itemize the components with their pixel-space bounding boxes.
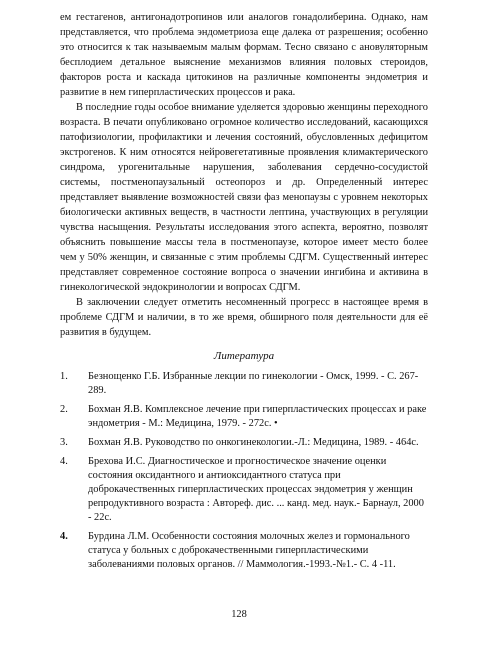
reference-item bbox=[60, 403, 428, 431]
reference-text: Брехова И.С. Диагностическое и прогностическое значение оценки состояния оксидантного и антиоксидантного статуса при доброкачественных гиперпластических процессах эндометрия у женщин репродуктивного возраста : Автореф. дис. ... канд. мед. наук.- Барнаул, 2000 - 22с. bbox=[88, 456, 424, 523]
reference-text: Бохман Я.В. Комплексное лечение при гиперпластических процессах и раке эндометрия - М.: Медицина, 1979. - 272с. • bbox=[88, 404, 427, 429]
reference-text: Бурдина Л.М. Особенности состояния молочных желез и гормонального статуса у больных с доброкачественными гиперпластическими заболеваниями половых органов. // Маммология.-1993.-№1.- С. 4 -11. bbox=[88, 531, 410, 570]
page-content bbox=[60, 10, 428, 577]
body-paragraph-1: ем гестагенов, антигонадотропинов или аналогов гонадолиберина. Однако, нам представляется, что проблема эндометриоза еще далека от разрешения; особенно это относится к так называемым малым формам. Тесно связано с ановуляторным бесплодием детальное выяснение механизмов влияния половых стероидов, факторов роста и каскада цитокинов на различные компоненты эндометрия и развитие в нем гиперпластических процессов и рака. bbox=[60, 12, 428, 98]
reference-text: Безнощенко Г.Б. Избранные лекции по гинекологии - Омск, 1999. - С. 267-289. bbox=[88, 371, 419, 396]
reference-number: 1. bbox=[60, 371, 68, 382]
reference-number: 4. bbox=[60, 531, 68, 542]
references-heading: Литература bbox=[213, 350, 275, 362]
page-number: 128 bbox=[231, 609, 247, 620]
reference-number: 3. bbox=[60, 437, 68, 448]
body-paragraph-2: В последние годы особое внимание уделяется здоровью женщины переходного возраста. В печати опубликовано огромное количество исследований, касающихся патофизиологии, профилактики и лечения состояний, обусловленных дефицитом экстрогенов. К ним относятся нейровегетативные проявления климактерического синдрома, урогенитальные нарушения, заболевания сердечно-сосудистой системы, постменопаузальный остеопороз и др. Определенный интерес представляет выявление возможностей связи фаз менопаузы с уровнем некоторых биологически активных веществ, в частности лептина, участвующих в регуляции чувства насыщения. Результаты исследования этого аспекта, вероятно, позволят объяснить повышение массы тела в постменопаузе, которое имеет место более чем у 50% женщин, и связанные с этим проблемы СДГМ. Существенный интерес представляет современное состояние вопроса о значении ингибина и активина в гинекологической эндокринологии и вопросах СДГМ. bbox=[60, 102, 428, 293]
references-list bbox=[60, 370, 428, 572]
reference-item bbox=[60, 436, 428, 450]
reference-text: Бохман Я.В. Руководство по онкогинекологии.-Л.: Медицина, 1989. - 464с. bbox=[88, 437, 419, 448]
reference-item bbox=[60, 530, 428, 572]
body-paragraph-3: В заключении следует отметить несомненный прогресс в настоящее время в проблеме СДГМ и наличии, в то же время, обширного поля деятельности для её развития в будущем. bbox=[60, 297, 428, 338]
reference-item bbox=[60, 455, 428, 525]
reference-item bbox=[60, 370, 428, 398]
reference-number: 4. bbox=[60, 456, 68, 467]
reference-number: 2. bbox=[60, 404, 68, 415]
